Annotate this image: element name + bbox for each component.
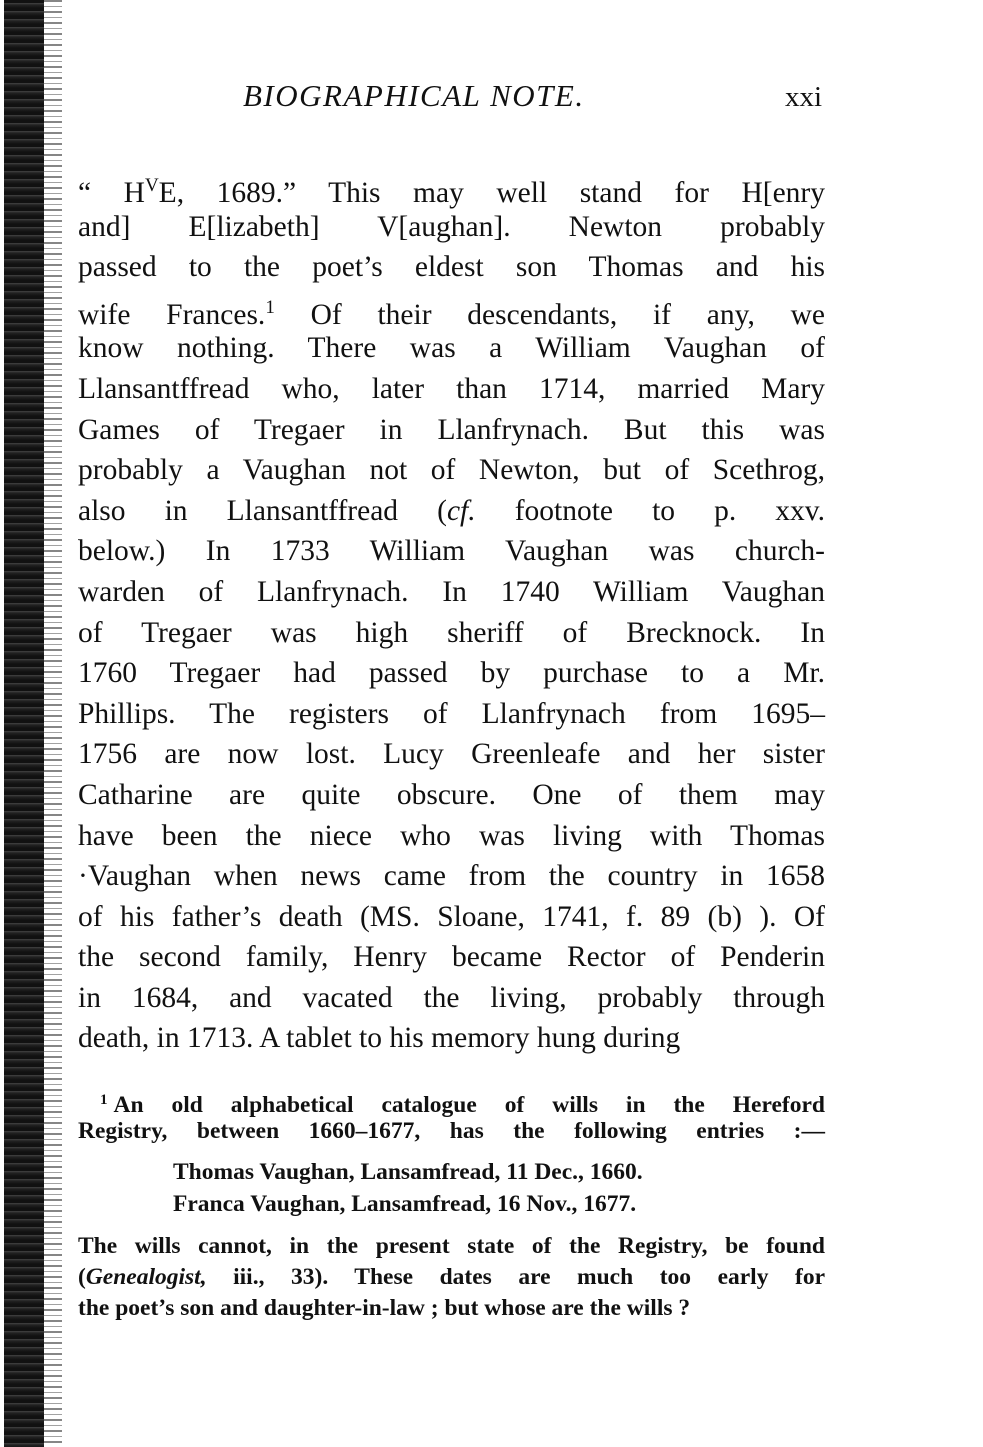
text-line: probably a Vaughan not of Newton, but of Scethrog, (78, 454, 825, 487)
footnote-line: Registry, between 1660–1677, has the following entries :— (78, 1118, 825, 1145)
footnote (78, 1085, 825, 1324)
text-line: and] E[lizabeth] V[aughan]. Newton probably (78, 210, 825, 243)
text-line: Llansantffread who, later than 1714, married Mary (78, 372, 825, 405)
text-line: know nothing. There was a William Vaughan of (78, 332, 825, 365)
text-line: also in Llansantffread (cf. footnote to p. xxv. (78, 494, 825, 527)
superscript-v: V (144, 175, 159, 196)
text-line: warden of Llanfrynach. In 1740 William Vaughan (78, 575, 825, 608)
spine-ragged-edge (44, 0, 62, 1447)
italic-genealogist: Genealogist, (85, 1264, 207, 1291)
text-line: 1756 are now lost. Lucy Greenleafe and her sister (78, 738, 825, 771)
text-line: below.) In 1733 William Vaughan was church- (78, 535, 825, 568)
text-line: passed to the poet’s eldest son Thomas and his (78, 251, 825, 284)
text-line: “ $H^VE$, 1689.” This may well stand for H[enry (78, 175, 825, 209)
text-line: 1760 Tregaer had passed by purchase to a Mr. (78, 657, 825, 690)
text-line: Games of Tregaer in Llanfrynach. But this was (78, 413, 825, 446)
text-line: wife Frances.$^1$ Of their descendants, if any, we (78, 296, 825, 331)
book-spine-shadow (0, 0, 70, 1447)
text-line: ·Vaughan when news came from the country in 1658 (78, 860, 825, 893)
text-line: have been the niece who was living with Thomas (78, 819, 825, 852)
page (78, 78, 825, 1324)
text-line: of his father’s death (MS. Sloane, 1741, f. 89 (b) ). Of (78, 900, 825, 933)
spine-dark-band (4, 0, 44, 1447)
text-line: Phillips. The registers of Llanfrynach from 1695– (78, 697, 825, 730)
text-line: in 1684, and vacated the living, probably through (78, 981, 825, 1014)
text-line: Catharine are quite obscure. One of them may (78, 778, 825, 811)
italic-cf: cf. (446, 494, 476, 527)
footnote-line: $^1$ An old alphabetical catalogue of wills in the Hereford (100, 1092, 825, 1119)
page-number: xxi (784, 81, 822, 113)
footnote-line: (Genealogist, iii., 33). These dates are much too early for (78, 1264, 825, 1291)
will-entries (78, 1147, 825, 1231)
footnote-mark: 1 (100, 1092, 108, 1109)
body-text (78, 166, 825, 1059)
running-title: BIOGRAPHICAL NOTE. (243, 78, 585, 113)
will-entry: Franca Vaughan, Lansamfread, 16 Nov., 1677. (173, 1191, 637, 1218)
text-line: death, in 1713. A tablet to his memory hung during (78, 1022, 681, 1055)
text-line: the second family, Henry became Rector of Penderin (78, 941, 825, 974)
footnote-reference: 1 (265, 296, 275, 318)
running-head (78, 78, 825, 122)
text-line: of Tregaer was high sheriff of Brecknock. In (78, 616, 825, 649)
footnote-line: the poet’s son and daughter-in-law ; but whose are the wills ? (78, 1295, 691, 1322)
footnote-line: The wills cannot, in the present state of the Registry, be found (78, 1233, 825, 1260)
will-entry: Thomas Vaughan, Lansamfread, 11 Dec., 1660. (173, 1159, 643, 1186)
